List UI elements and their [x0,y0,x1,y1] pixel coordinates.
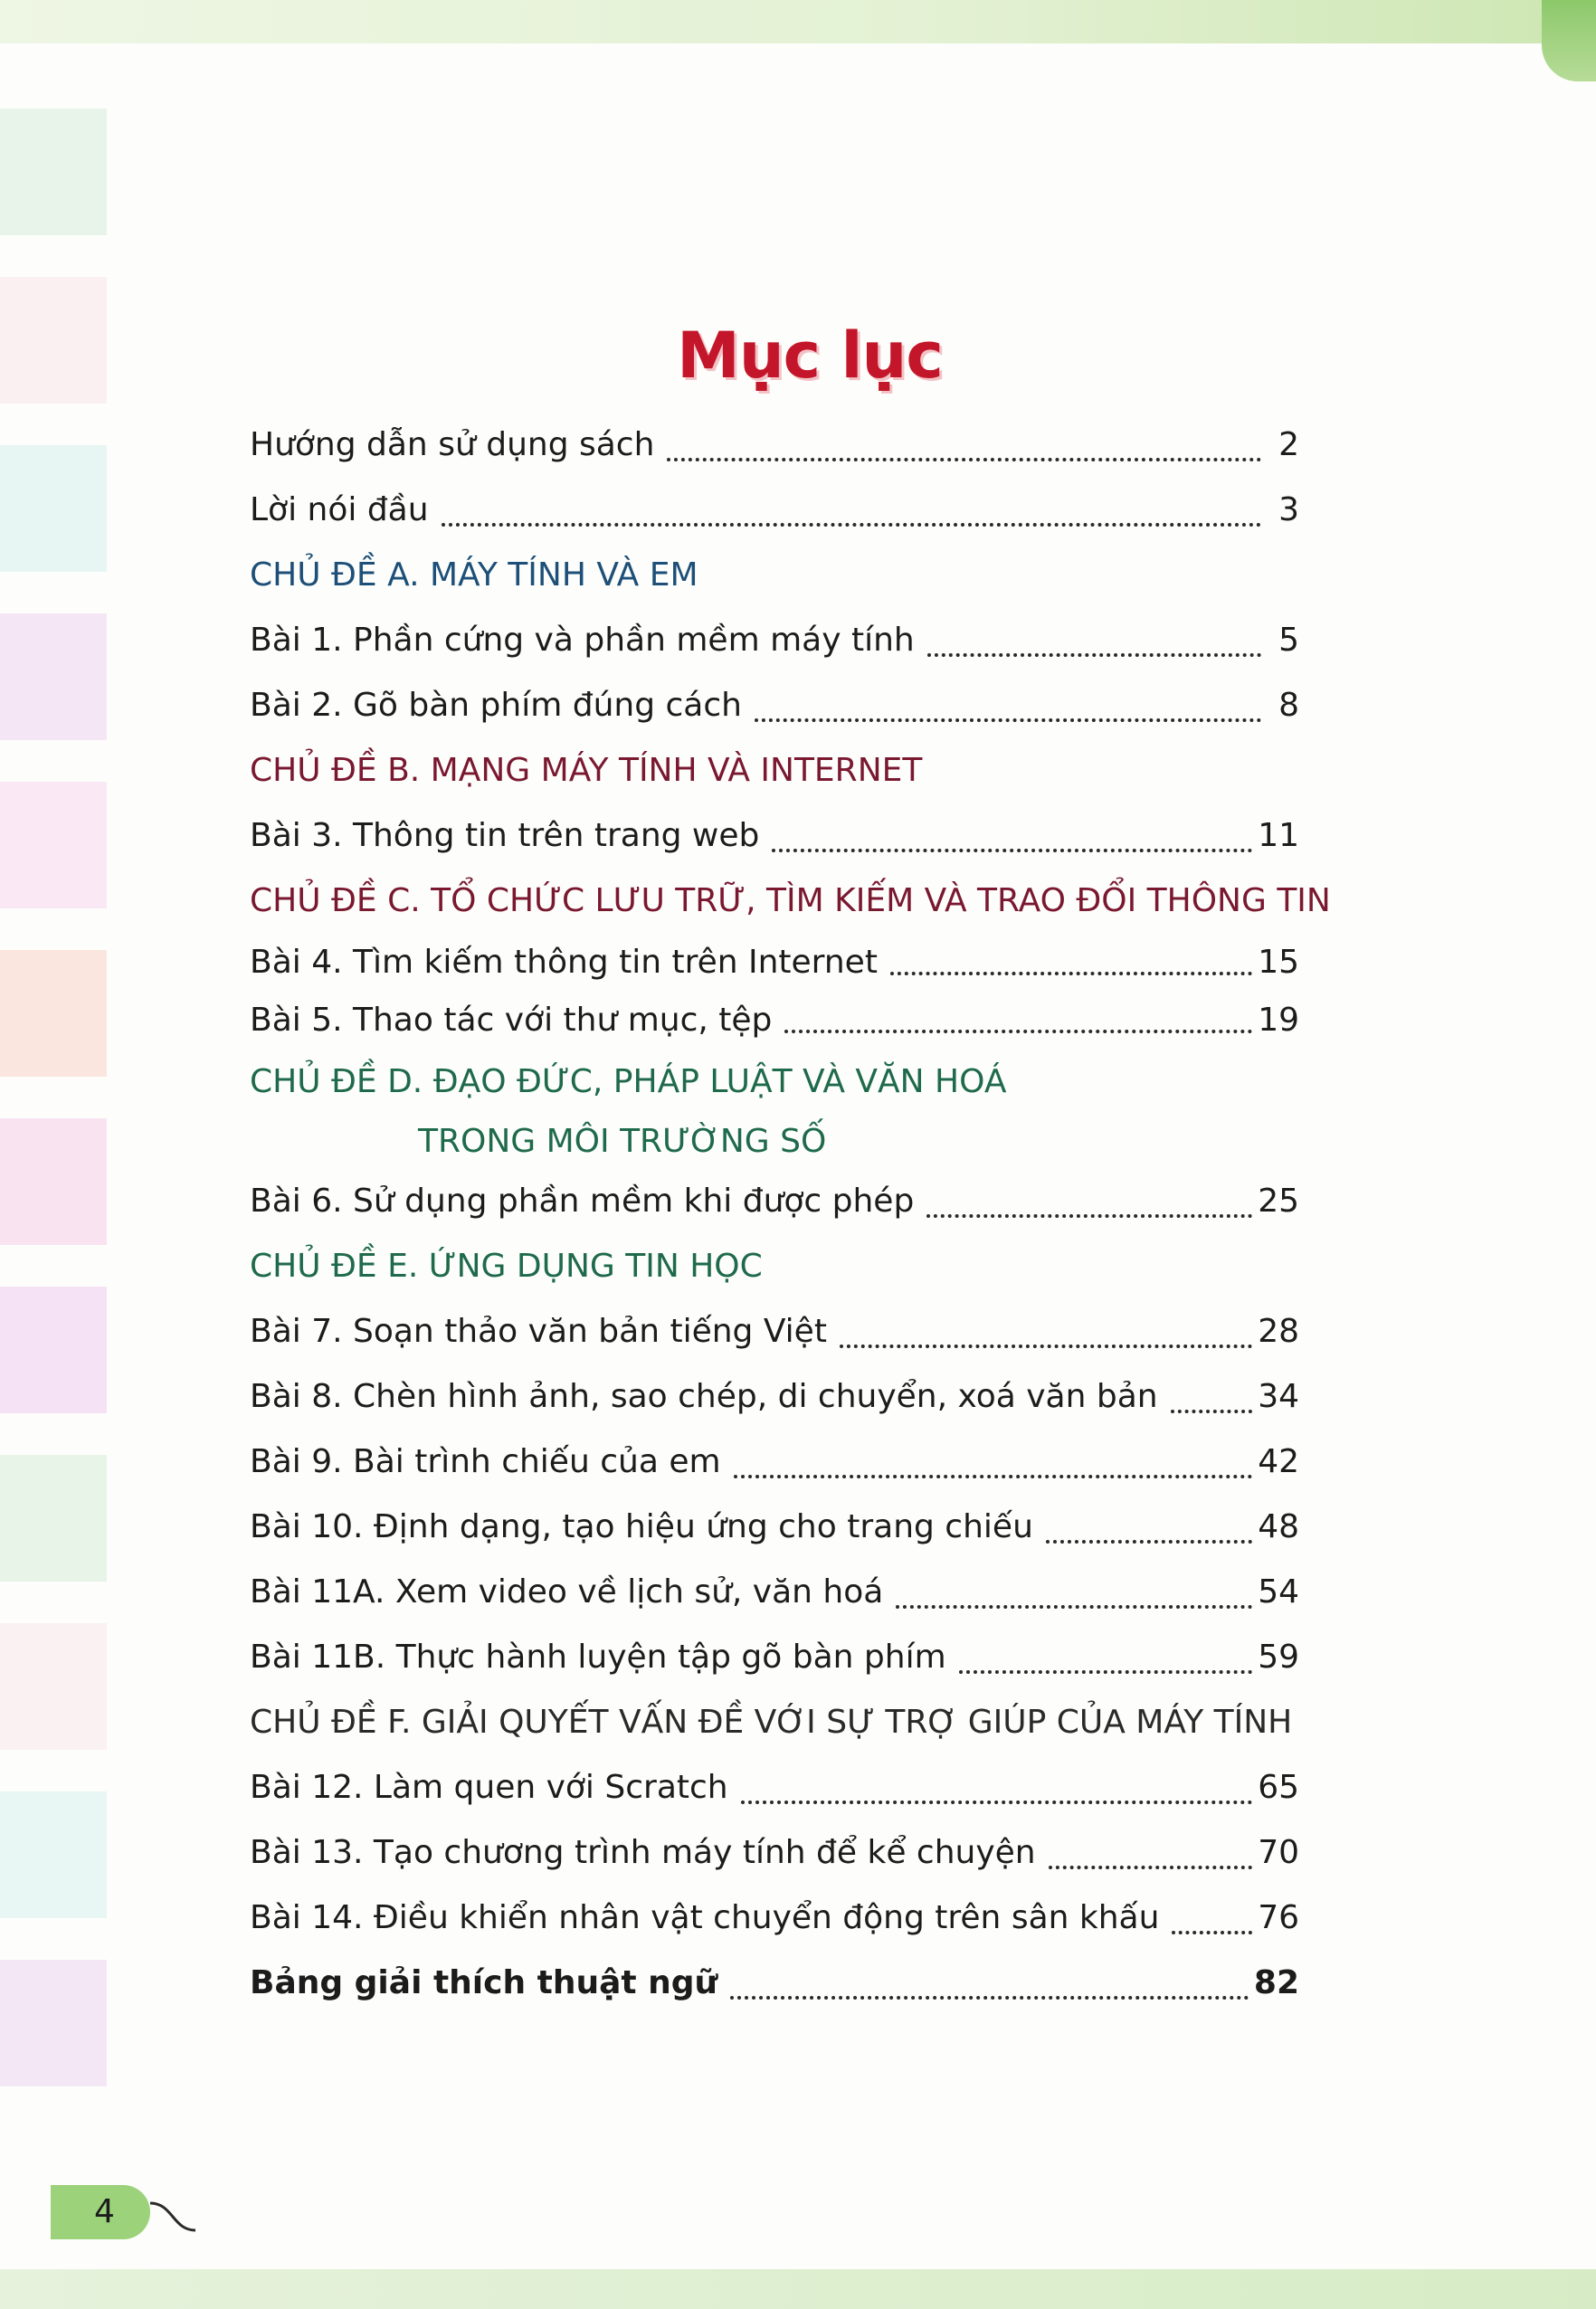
toc-entry-page: 34 [1258,1378,1299,1415]
toc-entry-label: Bài 14. Điều khiển nhân vật chuyển động trên sân khấu [250,1899,1160,1936]
topic-b-heading[interactable]: CHỦ ĐỀ B. MẠNG MÁY TÍNH VÀ INTERNET [250,752,923,789]
toc-entry[interactable] [250,1299,1299,1364]
decorative-stripe [0,445,107,572]
topic-e-heading[interactable]: CHỦ ĐỀ E. ỨNG DỤNG TIN HỌC [250,1248,763,1285]
leader-dots [890,972,1252,975]
toc-entry-label: Bài 13. Tạo chương trình máy tính để kể chuyện [250,1834,1036,1871]
leader-dots [959,1670,1253,1674]
leader-dots [840,1345,1252,1348]
toc-entry-page: 8 [1278,687,1299,724]
toc-entry[interactable] [250,478,1299,543]
toc-entry-label: Bài 4. Tìm kiếm thông tin trên Internet [250,944,878,981]
topic-d-heading-line2[interactable]: TRONG MÔI TRƯỜNG SỐ [418,1123,827,1160]
toc-topic-e-lessons [250,1299,1299,1690]
toc-entry-page: 25 [1258,1183,1299,1220]
toc-entry-label: Bài 2. Gõ bàn phím đúng cách [250,687,742,724]
toc-entry-label: Bài 11A. Xem video về lịch sử, văn hoá [250,1573,884,1611]
leader-dots [1046,1540,1252,1544]
toc-entry[interactable] [250,803,1299,869]
toc-entry-page: 65 [1258,1769,1299,1806]
toc-entry-page: 5 [1278,622,1299,659]
toc-entry[interactable] [250,1169,1299,1234]
toc-entry[interactable] [250,1820,1299,1886]
toc-entry-page: 82 [1253,1964,1299,2001]
left-color-strip [0,109,107,2135]
toc-entry-page: 48 [1258,1508,1299,1545]
toc-entry-page: 54 [1258,1573,1299,1611]
toc-entry-glossary[interactable] [250,1951,1299,2016]
leader-dots [667,458,1261,461]
decorative-stripe [0,1623,107,1750]
toc-topic-d-lessons [250,1169,1299,1234]
toc-entry[interactable] [250,413,1299,478]
toc-topic-b-lessons [250,803,1299,869]
topic-c-heading[interactable]: CHỦ ĐỀ C. TỔ CHỨC LƯU TRỮ, TÌM KIẾM VÀ TRAO ĐỔI THÔNG TIN [250,882,1331,919]
leader-dots [1171,1410,1253,1413]
leader-dots [926,1214,1252,1218]
toc-entry-page: 15 [1258,944,1299,981]
decorative-stripe [0,1455,107,1582]
toc-entry-label: Bài 7. Soạn thảo văn bản tiếng Việt [250,1313,827,1350]
top-corner-decoration [1542,0,1596,81]
table-of-contents [250,413,1331,2016]
toc-entry[interactable] [250,673,1299,738]
decorative-stripe [0,1287,107,1413]
topic-f-heading[interactable]: CHỦ ĐỀ F. GIẢI QUYẾT VẤN ĐỀ VỚI SỰ TRỢ GIÚP CỦA MÁY TÍNH [250,1704,1293,1741]
toc-entry-page: 19 [1258,1002,1299,1039]
leader-dots [1172,1931,1252,1934]
toc-entry[interactable] [250,1364,1299,1430]
toc-intro-section [250,413,1299,543]
leader-dots [896,1605,1252,1609]
toc-entry-label: Bài 5. Thao tác với thư mục, tệp [250,1002,773,1039]
toc-entry-page: 2 [1278,426,1299,463]
topic-d-heading[interactable]: CHỦ ĐỀ D. ĐẠO ĐỨC, PHÁP LUẬT VÀ VĂN HOÁ [250,1063,1007,1100]
leader-dots [784,1030,1252,1033]
page-title: Mục lục [677,318,943,393]
toc-entry[interactable] [250,992,1299,1050]
toc-entry-label: Bài 1. Phần cứng và phần mềm máy tính [250,622,915,659]
toc-entry[interactable] [250,1755,1299,1820]
bottom-decorative-band [0,2269,1596,2309]
toc-entry[interactable] [250,1625,1299,1690]
toc-entry-label: Bài 6. Sử dụng phần mềm khi được phép [250,1183,915,1220]
toc-entry-page: 28 [1258,1313,1299,1350]
toc-entry[interactable] [250,1430,1299,1495]
toc-entry-label: Lời nói đầu [250,491,429,528]
decorative-stripe [0,1960,107,2086]
toc-entry-page: 70 [1258,1834,1299,1871]
toc-entry[interactable] [250,1560,1299,1625]
leader-dots [734,1475,1253,1478]
toc-entry[interactable] [250,1886,1299,1951]
toc-entry-label: Bài 11B. Thực hành luyện tập gõ bàn phím [250,1639,946,1676]
toc-topic-a-lessons [250,608,1299,738]
leader-dots [772,849,1252,852]
decorative-stripe [0,1118,107,1245]
toc-entry-label: Bài 9. Bài trình chiếu của em [250,1443,721,1480]
leader-dots [755,718,1261,722]
toc-entry[interactable] [250,1495,1299,1560]
leader-dots [730,1996,1249,2000]
decorative-stripe [0,950,107,1077]
toc-entry-label: Bài 10. Định dạng, tạo hiệu ứng cho trang chiếu [250,1508,1033,1545]
toc-entry-label: Hướng dẫn sử dụng sách [250,426,655,463]
toc-topic-f-lessons [250,1755,1299,1951]
toc-entry[interactable] [250,608,1299,673]
top-decorative-band [0,0,1596,43]
decorative-stripe [0,109,107,235]
decorative-stripe [0,782,107,908]
toc-topic-c-lessons [250,934,1299,1050]
toc-entry-page: 3 [1278,491,1299,528]
leader-dots [927,653,1261,657]
toc-entry-label: Bài 8. Chèn hình ảnh, sao chép, di chuyển, xoá văn bản [250,1378,1158,1415]
topic-a-heading[interactable]: CHỦ ĐỀ A. MÁY TÍNH VÀ EM [250,556,698,594]
page-number: 4 [51,2185,150,2239]
toc-entry-label: Bảng giải thích thuật ngữ [250,1964,718,2001]
leader-dots [741,1801,1253,1804]
toc-entry-page: 11 [1258,817,1299,854]
leader-dots [1049,1866,1253,1869]
toc-entry-page: 59 [1258,1639,1299,1676]
toc-entry-label: Bài 3. Thông tin trên trang web [250,817,760,854]
leader-dots [442,523,1261,527]
toc-entry-page: 76 [1258,1899,1299,1936]
toc-entry[interactable] [250,934,1299,992]
decorative-stripe [0,1791,107,1918]
toc-entry-label: Bài 12. Làm quen với Scratch [250,1769,728,1806]
toc-entry-page: 42 [1258,1443,1299,1480]
decorative-stripe [0,613,107,740]
